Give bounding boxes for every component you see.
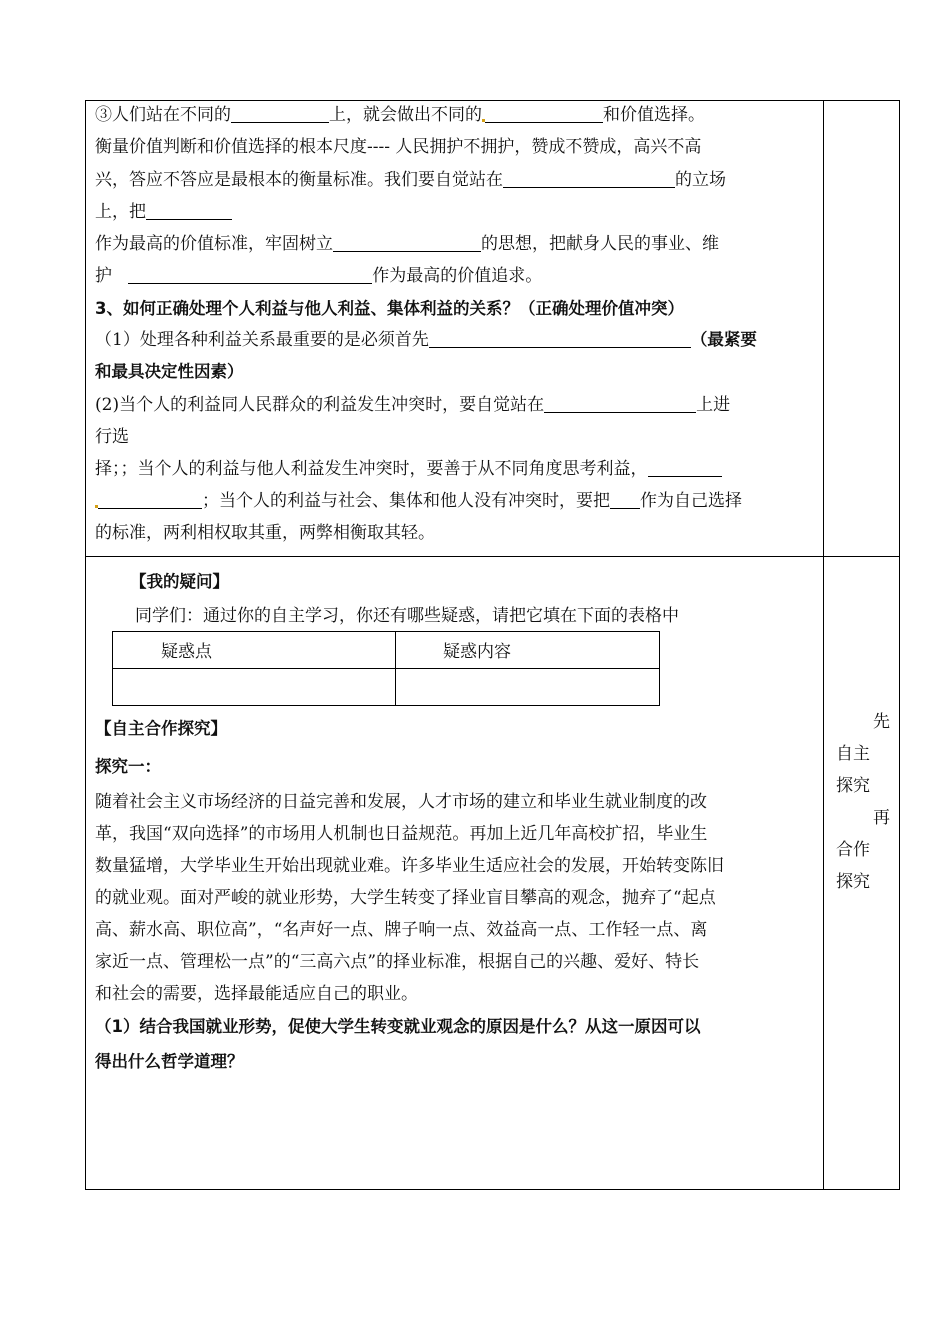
text: ；当个人的利益与社会、集体和他人没有冲突时，要把	[202, 491, 610, 511]
text: 的思想，把献身人民的事业、维	[481, 234, 719, 254]
doubt-intro	[135, 605, 679, 627]
paragraph-line: 随着社会主义市场经济的日益完善和发展，人才市场的建立和毕业生就业制度的改	[95, 792, 707, 812]
text: 的立场	[675, 170, 726, 190]
text: （1）处理各种利益关系最重要的是必须首先	[95, 330, 429, 350]
line-standard-2	[95, 169, 726, 191]
paragraph-line: 和社会的需要，选择最能适应自己的职业。	[95, 984, 418, 1004]
text: 探究一：	[95, 757, 161, 776]
point-2	[95, 394, 730, 416]
doubt-content-cell[interactable]	[398, 670, 658, 704]
text: 护	[95, 266, 112, 286]
text: 和最具决定性因素）	[95, 362, 244, 381]
side-note: 自主	[836, 744, 870, 764]
table-column-divider	[823, 100, 824, 1190]
doubt-table-row-divider	[113, 668, 659, 669]
explore-title	[95, 756, 161, 778]
coop-title	[95, 718, 227, 740]
question-3	[95, 298, 684, 320]
text: 上，把	[95, 202, 146, 222]
question-1-cont	[95, 1051, 244, 1073]
text: 衡量价值判断和价值选择的根本尺度---- 人民拥护不拥护，赞成不赞成，高兴不高	[95, 137, 702, 157]
question-1	[95, 1016, 700, 1038]
text: (2)当个人的利益同人民群众的利益发生冲突时，要自觉站在	[95, 395, 545, 415]
side-note: 先	[873, 712, 890, 732]
fill-blank[interactable]	[485, 104, 603, 123]
text: 择；；当个人的利益与他人利益发生冲突时，要善于从不同角度思考利益，	[95, 459, 648, 479]
text: 3、如何正确处理个人利益与他人利益、集体利益的关系？（正确处理价值冲突）	[95, 299, 684, 318]
fill-blank[interactable]	[648, 458, 722, 477]
paragraph-line: 的就业观。面对严峻的就业形势，大学生转变了择业盲目攀高的观念，抛弃了“起点	[95, 888, 716, 908]
text: 作为自己选择	[640, 491, 742, 511]
text: 得出什么哲学道理？	[95, 1052, 244, 1071]
point-4	[95, 490, 742, 512]
doubt-table-header-content: 疑惑内容	[443, 642, 511, 662]
paragraph-line: 数量猛增，大学毕业生开始出现就业难。许多毕业生适应社会的发展，开始转变陈旧	[95, 856, 724, 876]
text: 兴，答应不答应是最根本的衡量标准。我们要自觉站在	[95, 170, 503, 190]
point-5	[95, 522, 435, 544]
doubt-point-cell[interactable]	[115, 670, 393, 704]
text: 的标准，两利相权取其重，两弊相衡取其轻。	[95, 523, 435, 543]
fill-blank[interactable]	[503, 169, 675, 188]
side-note: 探究	[836, 776, 870, 796]
line-standard-5	[95, 265, 542, 287]
paragraph-line: 家近一点、管理松一点”的“三高六点”的择业标准，根据自己的兴趣、爱好、特长	[95, 952, 700, 972]
fill-blank[interactable]	[231, 104, 329, 123]
fill-blank[interactable]	[128, 265, 372, 284]
text: 同学们：通过你的自主学习，你还有哪些疑惑，请把它填在下面的表格中	[135, 606, 679, 626]
point-3	[95, 458, 722, 480]
doubt-title	[130, 571, 229, 593]
side-note: 再	[873, 808, 890, 828]
paragraph-line: 革，我国“双向选择”的市场用人机制也日益规范。再加上近几年高校扩招，毕业生	[95, 824, 708, 844]
line-standard-4	[95, 233, 719, 255]
fill-blank[interactable]	[429, 329, 691, 348]
line-standard-3	[95, 201, 232, 223]
fill-blank[interactable]	[98, 490, 202, 509]
line-value-stand	[95, 104, 705, 126]
doubt-table	[112, 631, 660, 706]
table-row-divider	[85, 556, 900, 557]
text: 和价值选择。	[603, 105, 705, 125]
text: 作为最高的价值标准，牢固树立	[95, 234, 333, 254]
point-1-cont	[95, 361, 244, 383]
paragraph-line: 高、薪水高、职位高”，“名声好一点、牌子响一点、效益高一点、工作轻一点、离	[95, 920, 708, 940]
text: 上进	[696, 395, 731, 415]
text: （1）结合我国就业形势，促使大学生转变就业观念的原因是什么？从这一原因可以	[95, 1017, 701, 1036]
text: 上，就会做出不同的	[329, 105, 482, 125]
line-standard	[95, 136, 701, 158]
side-note: 合作	[836, 840, 870, 860]
point-2-cont	[95, 426, 129, 448]
text: 作为最高的价值追求。	[372, 266, 543, 286]
point-1	[95, 329, 757, 351]
text: 【自主合作探究】	[95, 719, 227, 738]
fill-blank[interactable]	[544, 394, 696, 413]
text: 【我的疑问】	[130, 572, 229, 591]
text: ③人们站在不同的	[95, 105, 231, 125]
fill-blank[interactable]	[333, 233, 481, 252]
fill-blank[interactable]	[146, 201, 232, 220]
fill-blank[interactable]	[610, 490, 640, 509]
text: 行选	[95, 427, 129, 447]
text: （最紧要	[690, 330, 757, 349]
doubt-table-header-point: 疑惑点	[161, 642, 212, 662]
side-note: 探究	[836, 872, 870, 892]
